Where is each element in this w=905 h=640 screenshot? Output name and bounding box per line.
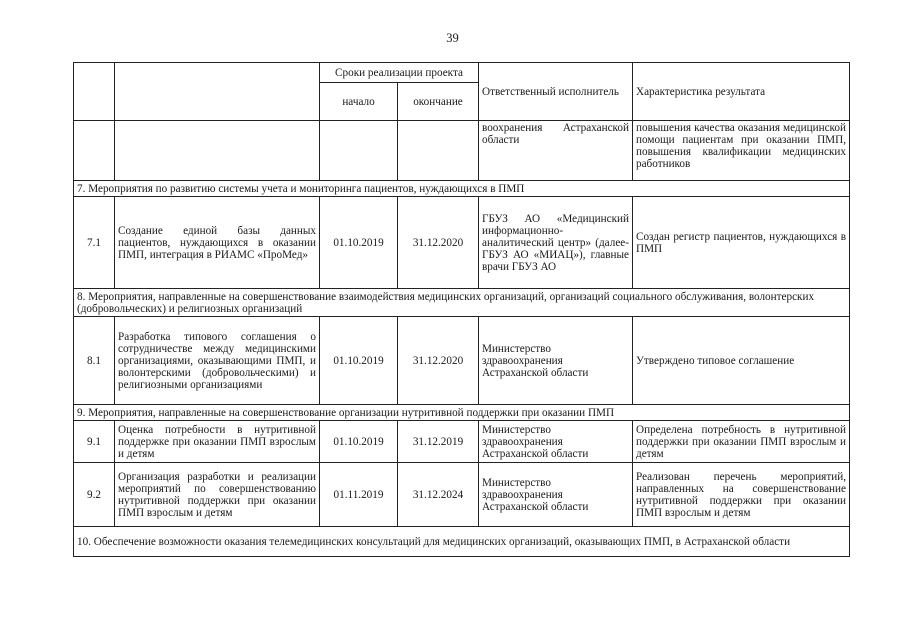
table-row [74, 463, 850, 527]
row-activity: Оценка потребности в нутритивной поддержке при оказании ПМП взрослым и детям [115, 421, 320, 463]
continuation-row [74, 121, 850, 181]
row-start-date: 01.10.2019 [320, 317, 398, 405]
header-row [74, 63, 850, 83]
section-row [74, 527, 850, 557]
row-start-date: 01.10.2019 [320, 421, 398, 463]
row-result: Создан регистр пациентов, нуждающихся в ПМП [633, 197, 850, 289]
header-result: Характеристика результата [633, 63, 850, 121]
header-num-cell [74, 63, 115, 121]
table-row [74, 317, 850, 405]
page-number: 39 [446, 31, 459, 45]
row-number: 9.1 [74, 421, 115, 463]
row-responsible: Министерство здравоохранения Астраханской области [479, 421, 633, 463]
cell-empty [115, 121, 320, 181]
header-responsible: Ответственный исполнитель [479, 63, 633, 121]
row-number: 9.2 [74, 463, 115, 527]
table-row [74, 421, 850, 463]
row-responsible: Министерство здравоохранения Астраханской области [479, 463, 633, 527]
continuation-result: повышения качества оказания медицинской помощи пациентам при оказании ПМП, повышения квалификации медицинских работников [633, 121, 850, 181]
row-activity: Создание единой базы данных пациентов, нуждающихся в оказании ПМП, интеграция в РИАМС «ПроМед» [115, 197, 320, 289]
row-end-date: 31.12.2020 [398, 197, 479, 289]
section-row [74, 405, 850, 421]
header-start: начало [320, 83, 398, 121]
row-activity: Организация разработки и реализации мероприятий по совершенствованию нутритивной поддержки при оказании ПМП взрослым и детям [115, 463, 320, 527]
section-row [74, 181, 850, 197]
cell-empty [74, 121, 115, 181]
header-name-cell [115, 63, 320, 121]
table-row [74, 197, 850, 289]
section-title: 9. Мероприятия, направленные на совершенствование организации нутритивной поддержки при оказании ПМП [74, 405, 850, 421]
row-activity: Разработка типового соглашения о сотрудничестве между медицинскими организациями, оказывающими ПМП, и волонтерскими (добровольческими) и религиозными организациями [115, 317, 320, 405]
row-responsible: ГБУЗ АО «Медицинский информационно-аналитический центр» (далее- ГБУЗ АО «МИАЦ»), главные врачи ГБУЗ АО [479, 197, 633, 289]
row-result: Реализован перечень мероприятий, направленных на совершенствование нутритивной поддержки при оказании ПМП взрослым и детям [633, 463, 850, 527]
plan-table [73, 62, 850, 557]
section-title: 8. Мероприятия, направленные на совершенствование взаимодействия медицинских организаций, организаций социального обслуживания, волонтерских (добровольческих) и религиозных организаций [74, 289, 850, 317]
row-start-date: 01.10.2019 [320, 197, 398, 289]
section-title: 7. Мероприятия по развитию системы учета и мониторинга пациентов, нуждающихся в ПМП [74, 181, 850, 197]
row-end-date: 31.12.2019 [398, 421, 479, 463]
row-result: Определена потребность в нутритивной поддержки при оказании ПМП взрослым и детям [633, 421, 850, 463]
section-title: 10. Обеспечение возможности оказания телемедицинских консультаций для медицинских организаций, оказывающих ПМП, в Астраханской области [74, 527, 850, 557]
row-responsible: Министерство здравоохранения Астраханской области [479, 317, 633, 405]
header-end: окончание [398, 83, 479, 121]
row-number: 7.1 [74, 197, 115, 289]
cell-empty [320, 121, 398, 181]
row-number: 8.1 [74, 317, 115, 405]
header-timeline: Сроки реализации проекта [320, 63, 479, 83]
section-row [74, 289, 850, 317]
cell-empty [398, 121, 479, 181]
row-end-date: 31.12.2024 [398, 463, 479, 527]
row-start-date: 01.11.2019 [320, 463, 398, 527]
continuation-responsible: воохранения Астраханской области [479, 121, 633, 181]
row-result: Утверждено типовое соглашение [633, 317, 850, 405]
row-end-date: 31.12.2020 [398, 317, 479, 405]
